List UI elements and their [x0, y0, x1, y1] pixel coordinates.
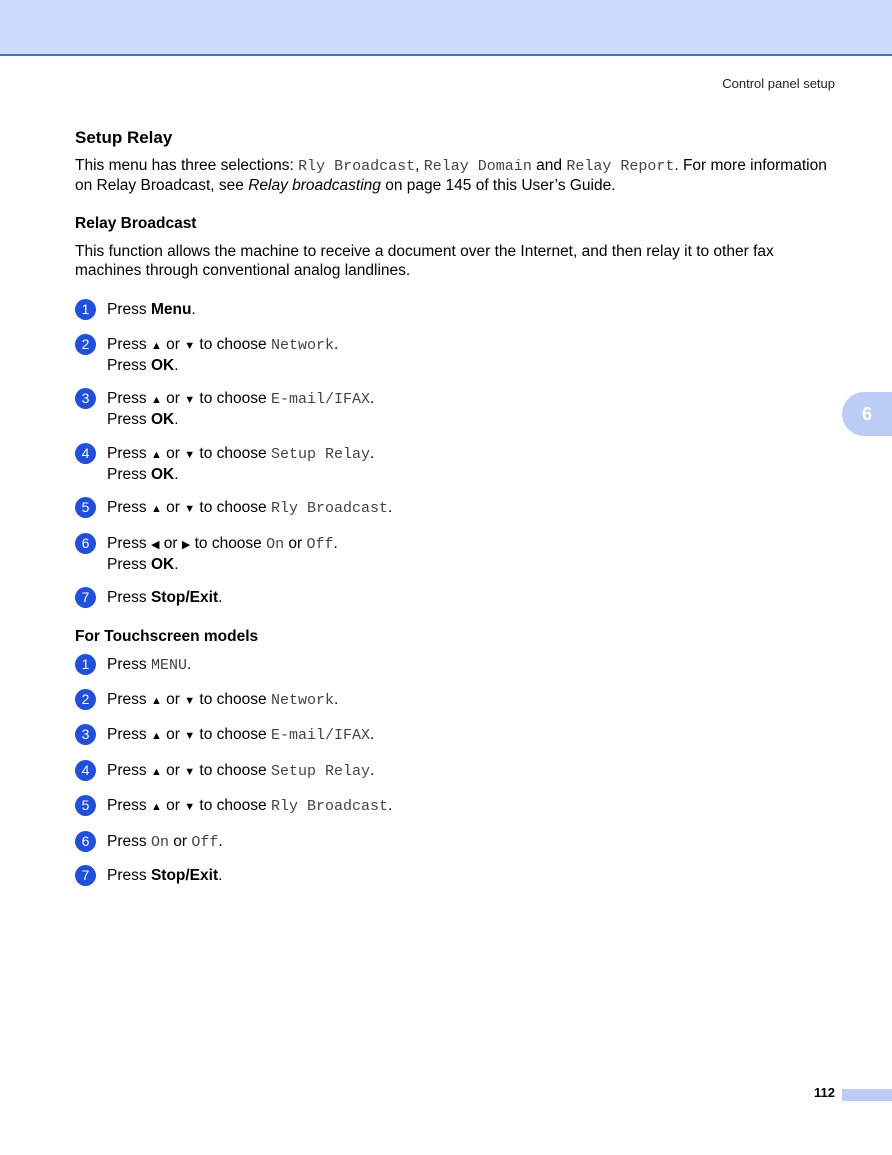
menu-option-relay-report: Relay Report	[566, 158, 675, 175]
footer-band	[842, 1089, 892, 1101]
step-text: or	[161, 390, 185, 407]
step	[75, 588, 835, 608]
chapter-tab: 6	[842, 392, 892, 436]
step-text: to choose	[195, 335, 271, 353]
section-intro	[75, 156, 835, 195]
step-body	[107, 655, 835, 675]
menu-option: Rly Broadcast	[270, 500, 388, 517]
intro-text-4: . For more information on Relay Broadcast, see	[75, 157, 827, 194]
step-body	[107, 761, 835, 782]
menu-option: Rly Broadcast	[270, 798, 388, 815]
step-text: .	[174, 555, 179, 573]
step-text: .	[191, 301, 196, 318]
step-text: or	[159, 534, 182, 552]
step-text: Press	[107, 499, 151, 516]
key-name: OK	[150, 411, 175, 428]
step-text: .	[218, 832, 223, 850]
step	[75, 866, 835, 886]
step-body	[107, 389, 835, 429]
key-name: OK	[150, 356, 175, 374]
step-text: or	[161, 797, 185, 814]
step-text: or	[168, 832, 192, 850]
step-text: Press	[107, 301, 151, 318]
intro-text-2: ,	[415, 157, 424, 174]
key-name: Stop/Exit	[150, 589, 219, 606]
step-number-badge: 1	[75, 299, 96, 320]
step-number-badge: 6	[75, 831, 96, 852]
menu-option: Setup Relay	[270, 762, 370, 780]
key-name: Menu	[150, 301, 192, 318]
intro-text-1: This menu has three selections:	[75, 157, 299, 174]
touchscreen-steps	[75, 655, 835, 886]
top-band	[0, 0, 892, 56]
step-text: or	[161, 444, 185, 462]
menu-option-relay-domain: Relay Domain	[423, 158, 532, 175]
key-name: OK	[150, 555, 175, 573]
menu-option: Off	[191, 833, 219, 851]
left-arrow-icon: ◀	[150, 538, 160, 551]
step-text: Press	[107, 555, 151, 573]
step-text: Press	[107, 867, 151, 884]
step-text: or	[161, 335, 185, 353]
down-arrow-icon: ▼	[184, 339, 196, 352]
relay-broadcast-steps	[75, 300, 835, 608]
step-text: to choose	[195, 499, 271, 516]
down-arrow-icon: ▼	[184, 765, 196, 778]
step	[75, 832, 835, 852]
step-text: Press	[107, 356, 151, 374]
up-arrow-icon: ▲	[150, 339, 162, 352]
up-arrow-icon: ▲	[150, 503, 162, 515]
down-arrow-icon: ▼	[184, 730, 196, 742]
step-body	[107, 588, 835, 607]
step-text: Press	[107, 589, 151, 606]
menu-option: Network	[270, 336, 334, 354]
step-number-badge: 2	[75, 689, 96, 710]
step-number-badge: 4	[75, 443, 96, 464]
step	[75, 761, 835, 782]
step-text: Press	[107, 444, 151, 462]
step-text: Press	[107, 390, 151, 407]
step-text: to choose	[195, 726, 271, 743]
step-text: Press	[107, 656, 151, 673]
step-number-badge: 7	[75, 865, 96, 886]
menu-option: E-mail/IFAX	[270, 391, 370, 408]
step-body	[107, 725, 835, 746]
up-arrow-icon: ▲	[150, 765, 162, 778]
intro-text-3: and	[531, 157, 567, 174]
step-text: Press	[107, 832, 151, 850]
step-number-badge: 6	[75, 533, 96, 554]
step-text: Press	[107, 411, 151, 428]
step-text: .	[333, 690, 339, 708]
step-body	[107, 498, 835, 519]
step-text: or	[284, 534, 307, 552]
step-body	[107, 444, 835, 484]
step-body	[107, 866, 835, 885]
up-arrow-icon: ▲	[150, 730, 162, 742]
step	[75, 444, 835, 484]
step-text: or	[161, 761, 185, 779]
step-text: .	[369, 761, 375, 779]
step-number-badge: 4	[75, 760, 96, 781]
step	[75, 655, 835, 675]
step-text: Press	[107, 726, 151, 743]
step-text: or	[161, 690, 185, 708]
step-number-badge: 3	[75, 388, 96, 409]
step	[75, 725, 835, 746]
step-text: to choose	[195, 797, 271, 814]
step-number-badge: 1	[75, 654, 96, 675]
relay-broadcast-title: Relay Broadcast	[75, 215, 197, 232]
step-body	[107, 690, 835, 711]
up-arrow-icon: ▲	[150, 448, 162, 461]
step-number-badge: 7	[75, 587, 96, 608]
step-text: or	[161, 726, 185, 743]
menu-option: Setup Relay	[270, 445, 370, 463]
step	[75, 690, 835, 711]
step-number-badge: 5	[75, 497, 96, 518]
step-text: .	[387, 797, 393, 814]
step	[75, 796, 835, 817]
step-text: .	[218, 867, 223, 884]
step-text: Press	[107, 690, 151, 708]
up-arrow-icon: ▲	[150, 694, 162, 707]
touchscreen-title: For Touchscreen models	[75, 628, 259, 645]
step-text: .	[218, 589, 223, 606]
relay-broadcast-description: This function allows the machine to receive a document over the Internet, and then relay it to other fax machines through conventional analog landlines.	[75, 243, 774, 279]
step	[75, 335, 835, 375]
up-arrow-icon: ▲	[150, 394, 162, 406]
cross-reference: Relay broadcasting	[248, 177, 381, 194]
down-arrow-icon: ▼	[184, 694, 196, 707]
step-text: .	[369, 390, 375, 407]
step-body	[107, 832, 835, 852]
step-number-badge: 5	[75, 795, 96, 816]
page-number: 112	[814, 1085, 835, 1100]
step-text: Press	[107, 534, 151, 552]
step	[75, 498, 835, 519]
menu-option: On	[266, 535, 285, 553]
up-arrow-icon: ▲	[150, 801, 162, 813]
step-body	[107, 796, 835, 817]
step-body	[107, 534, 835, 574]
step-text: .	[186, 656, 192, 673]
step	[75, 389, 835, 429]
step-text: .	[174, 356, 179, 374]
step-text: to choose	[195, 390, 271, 407]
step-text: .	[333, 534, 338, 552]
step-text: to choose	[195, 761, 271, 779]
step-text: to choose	[195, 690, 271, 708]
step-text: .	[369, 444, 375, 462]
down-arrow-icon: ▼	[184, 801, 196, 813]
down-arrow-icon: ▼	[184, 394, 196, 406]
step-text: .	[174, 465, 179, 483]
menu-option: E-mail/IFAX	[270, 727, 370, 744]
menu-option: Off	[306, 535, 334, 553]
key-name: Stop/Exit	[150, 867, 219, 884]
step-text: .	[174, 411, 179, 428]
section-title: Setup Relay	[75, 128, 173, 147]
step-text: to choose	[195, 444, 271, 462]
step-body	[107, 300, 835, 319]
key-name: OK	[150, 465, 175, 483]
step-text: .	[387, 499, 393, 516]
intro-text-5: on page 145 of this User’s Guide.	[380, 177, 616, 194]
step-body	[107, 335, 835, 375]
down-arrow-icon: ▼	[184, 503, 196, 515]
running-header: Control panel setup	[722, 76, 835, 91]
step	[75, 534, 835, 574]
right-arrow-icon: ▶	[181, 538, 191, 551]
step	[75, 300, 835, 320]
step-text: Press	[107, 465, 151, 483]
menu-option: MENU	[150, 657, 187, 674]
step-number-badge: 3	[75, 724, 96, 745]
step-text: or	[161, 499, 185, 516]
step-text: Press	[107, 335, 151, 353]
menu-option-rly-broadcast: Rly Broadcast	[298, 158, 416, 175]
step-text: Press	[107, 761, 151, 779]
page-content	[75, 128, 835, 906]
step-text: .	[369, 726, 375, 743]
menu-option: On	[150, 833, 169, 851]
step-text: .	[333, 335, 339, 353]
menu-option: Network	[270, 691, 334, 709]
step-text: to choose	[190, 534, 267, 552]
step-text: Press	[107, 797, 151, 814]
step-number-badge: 2	[75, 334, 96, 355]
down-arrow-icon: ▼	[184, 448, 196, 461]
